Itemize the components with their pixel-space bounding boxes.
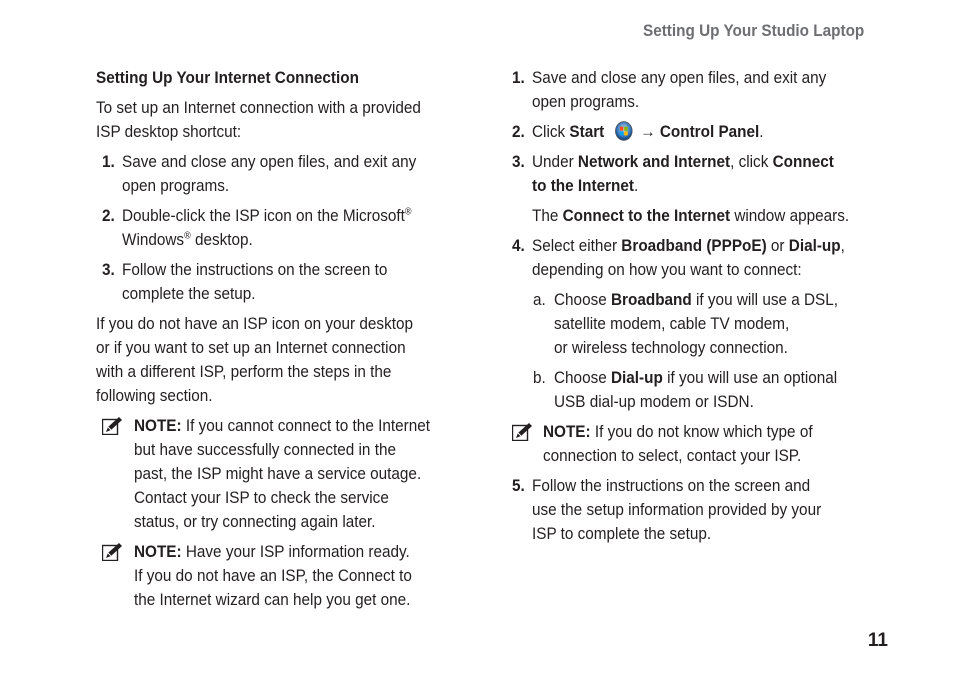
right-column	[510, 66, 900, 552]
section-title: Setting Up Your Internet Connection	[96, 68, 359, 87]
right-step-3: 3. Under Network and Internet, click Connect to the Internet.	[512, 152, 834, 195]
left-step-1: 1. Save and close any open files, and exit any open programs.	[102, 152, 417, 195]
no-isp-paragraph: If you do not have an ISP icon on your desktop or if you want to set up an Internet connection with a different ISP, perform the steps in the following section.	[96, 314, 413, 405]
note-connection-type: NOTE: If you do not know which type of connection to select, contact your ISP.	[510, 420, 900, 468]
left-step-2: 2. Double-click the ISP icon on the Microsoft® Windows® desktop.	[102, 206, 412, 249]
note-pencil-icon	[102, 543, 122, 561]
left-step-3: 3. Follow the instructions on the screen to complete the setup.	[102, 260, 388, 303]
left-column	[96, 66, 482, 618]
right-step-1: 1. Save and close any open files, and exit any open programs.	[512, 68, 827, 111]
note-pencil-icon	[512, 423, 532, 441]
right-step-5: 5. Follow the instructions on the screen and use the setup information provided by your ISP to complete the setup.	[512, 476, 822, 543]
windows-start-orb-icon	[615, 121, 633, 141]
right-step-4: 4. Select either Broadband (PPPoE) or Dial-up, depending on how you want to connect:	[512, 236, 845, 279]
page-number: 11	[867, 630, 888, 651]
intro-paragraph: To set up an Internet connection with a provided ISP desktop shortcut:	[96, 98, 421, 141]
note-isp-outage: NOTE: If you cannot connect to the Internet but have successfully connected in the past, the ISP might have a service outage. Contact your ISP to check the service status, or try connecting again later.	[96, 414, 482, 534]
window-appears-text: The Connect to the Internet window appears.	[532, 206, 850, 225]
note-isp-info: NOTE: Have your ISP information ready. If you do not have an ISP, the Connect to the Internet wizard can help you get one.	[96, 540, 482, 612]
right-step-2: 2. Click Start → Control Panel.	[512, 122, 764, 141]
page-header: Setting Up Your Studio Laptop	[643, 21, 865, 40]
note-pencil-icon	[102, 417, 122, 435]
sub-step-b: b. Choose Dial-up if you will use an optional USB dial-up modem or ISDN.	[533, 368, 838, 411]
sub-step-a: a. Choose Broadband if you will use a DSL, satellite modem, cable TV modem, or wireless technology connection.	[533, 290, 839, 357]
